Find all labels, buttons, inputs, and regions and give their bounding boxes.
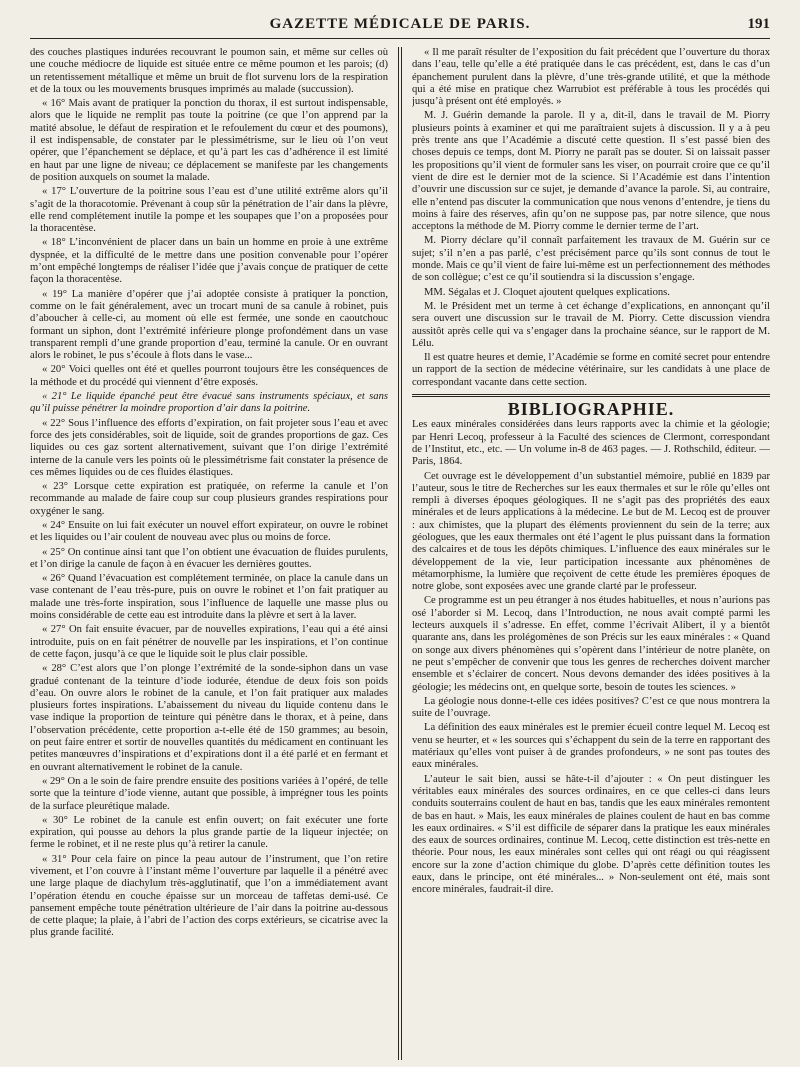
review-paragraph: Ce programme est un peu étranger à nos études habituelles, et nous n’aurions pas osé l’aborder si M. Lecoq, dans l’Introduction, ne nous avait compté parmi les lecteurs auxquels il s’adresse. En effet, comme l’écrivait Alibert, il y a bientôt quarante ans, dans les prolégomènes de son Précis sur les eaux minérales : « Quand on songe aux divers phénomènes qui s’opèrent dans l’intérieur de notre planète, on ne peut s’empêcher de convenir que tous les genres de recherches doivent marcher ensemble et s’éclairer de concert. Nous devons demander des idées positives à la géologie; les médecins ont, en quelque sorte, besoin de toutes les sciences. » <box>411 595 770 693</box>
article-paragraph: « 19° La manière d’opérer que j’ai adoptée consiste à pratiquer la ponction, comme on le fait généralement, avec un trocart muni de sa canule à robinet, puis d’aboucher à celle-ci, au moment où elle est fermée, une sonde en caoutchouc formant un siphon, dont l’extrémité inférieure plonge profondément dans un vase transparent rempli d’une grande proportion d’eau, terminé la canule. Or en ouvrant alors le robinet, le pus s’écoule à flots dans le vase... <box>30 288 389 362</box>
page-header <box>30 14 770 39</box>
review-paragraph: La définition des eaux minérales est le premier écueil contre lequel M. Lecoq est venu se heurter, et « les sources qui s’échappent du sein de la terre en rapportant des matériaux qu’elles vont puiser à de grandes profondeurs, » ne sont pas toutes des eaux minérales. <box>411 722 770 771</box>
bibliographie-heading: BIBLIOGRAPHIE. <box>507 399 675 420</box>
article-paragraph: « 24° Ensuite on lui fait exécuter un nouvel effort expirateur, on ouvre le robinet et les liquides ou l’air coulent de nouveau avec plus ou moins de force. <box>30 519 389 544</box>
session-paragraph: « Il me paraît résulter de l’exposition du fait précédent que l’ouverture du thorax dans l’eau, telle qu’elle a été pratiquée dans le cas précédent, est, dans le cas d’un épanchement purulent dans la plèvre, d’une très-grande utilité, et que la méthode qui a été mise en pratique chez Warrubiot est préférable à tous les procédés qui jusqu’à présent ont été employés. » <box>411 47 770 108</box>
article-paragraph: « 23° Lorsque cette expiration est pratiquée, on referme la canule et l’on recommande au malade de faire coup sur coup plusieurs grandes respirations pour oxygéner le sang. <box>30 481 389 517</box>
article-paragraph: « 27° On fait ensuite évacuer, par de nouvelles expirations, l’eau qui a été ainsi introduite, puis on en fait pénétrer de nouvelle par les inspirations, et l’on continue de cette façon, jusqu’à ce que le liquide soit le plus clair possible. <box>30 624 389 660</box>
article-paragraph: « 31° Pour cela faire on pince la peau autour de l’instrument, que l’on retire vivement, et l’on couvre à l’instant même l’ouverture par laquelle il a pénétré avec une large plaque de diachylum très-agglutinatif, que l’on a immédiatement avant l’opération étendu en couche épaisse sur un morceau de taffetas demi-usé. Ce pansement empêche toute pénétration ultérieure de l’air dans la poitrine au-dessous de cette plaque; la plaie, à l’abri de l’action des corps extérieurs, se cicatrise avec la plus grande facilité. <box>30 853 389 939</box>
page-number: 191 <box>747 16 770 32</box>
column-divider <box>398 47 402 1060</box>
session-paragraph: M. le Président met un terme à cet échange d’explications, en annonçant qu’il sera ouvert une discussion sur le travail de M. Piorry. Cette discussion viendra aussitôt après celle qui va s’engager dans la prochaine séance, sur le rapport de M. Lélu. <box>411 300 770 349</box>
session-paragraph: MM. Ségalas et J. Cloquet ajoutent quelques explications. <box>423 286 670 298</box>
article-paragraph: « 20° Voici quelles ont été et quelles pourront toujours être les conséquences de la méthode et du procédé qui viennent d’être exposés. <box>30 364 389 388</box>
session-paragraph: M. Piorry déclare qu’il connaît parfaitement les travaux de M. Guérin sur ce sujet; s’il n’en a pas parlé, c’est précisément parce qu’ils sont connus de tout le monde. Mais ce qu’il vient de faire lui-même est un perfectionnement des méthodes de son collègue; c’est ce qu’il soutiendra si la discussion s’engage. <box>411 235 770 284</box>
text-columns <box>30 47 770 1060</box>
review-paragraph: La géologie nous donne-t-elle ces idées positives? C’est ce que nous montrera la suite de l’ouvrage. <box>411 695 770 720</box>
academy-session-continuation <box>412 47 770 389</box>
review-paragraph: L’auteur le sait bien, aussi se hâte-t-il d’ajouter : « On peut distinguer les véritables eaux minérales des sources ordinaires, en ce que celles-ci dans leurs conduits souterrains coulent de haut en bas, tandis que les eaux minérales remontent de bas en haut. » Mais, les eaux minérales de plaines coulent de haut en bas comme les eaux ordinaires. « S’il est difficile de séparer dans la pratique les eaux minérales des eaux de sources ordinaires, continue M. Lecoq, cette distinction est très-nette en théorie. Pour nous, les eaux minérales sont celles qui ont réagi ou qui réagissent encore sur la zone d’action chimique du globe. D’après cette définition toutes les eaux, dans le principe, ont été minérales... » Non-seulement ont été, mais sont encore minérales, faudrait-il dire. <box>411 773 770 896</box>
section-separator <box>412 394 770 397</box>
article-paragraph: « 22° Sous l’influence des efforts d’expiration, on fait projeter sous l’eau et avec force des jets considérables, soit de liquide, soit de grandes proportions de gaz. Ces liquides ou ces gaz sortent alternativement, suivant que l’on dirige l’extrémité interne de la canule vers les points où le plessimétrisme fait constater la présence de ces mêmes liquides ou de ces fluides élastiques. <box>30 417 389 478</box>
article-paragraph: « 17° L’ouverture de la poitrine sous l’eau est d’une utilité extrême alors qu’il s’agit de la thoracotomie. Prévenant à coup sûr la pénétration de l’air dans la plèvre, elle rend complétement inutile la pompe et les soupapes que l’on a proposées pour la thoracentèse. <box>30 186 389 235</box>
session-paragraph: Il est quatre heures et demie, l’Académie se forme en comité secret pour entendre un rapport de la section de médecine vétérinaire, sur les candidats à une place de correspondant vacante dans cette section. <box>411 352 770 388</box>
article-paragraph: « 30° Le robinet de la canule est enfin ouvert; on fait exécuter une forte expiration, qui pousse au dehors la plus grande partie de la liqueur injectée; on ferme le robinet, et il ne reste plus qu’à retirer la canule. <box>30 814 389 851</box>
article-paragraph: « 25° On continue ainsi tant que l’on obtient une évacuation de fluides purulents, et l’on dirige la canule de façon à en évacuer les dernières gouttes. <box>30 546 389 570</box>
session-paragraph: M. J. Guérin demande la parole. Il y a, dit-il, dans le travail de M. Piorry plusieurs points à examiner et qui me paraîtraient sujets à discussion. Il y a à peu près trente ans que l’Académie a discuté cette question. Il s’est passé bien des choses depuis ce temps, dont M. Piorry ne paraît pas se douter. Si on laissait passer les propositions qu’il vient de formuler sans les viser, on pourrait croire que ce qu’il vient de dire est le dernier mot de la science. Si l’Académie est dans l’intention d’ouvrir une discussion sur ce sujet, je demande d’avance la parole. Si, au contraire, elle n’entend pas discuter la communication que nous venons d’entendre, je tiens du moins à faire des réserves, afin qu’on ne suppose pas, par notre silence, que nous acceptons la méthode de M. Piorry comme le dernier terme de l’art. <box>411 110 770 233</box>
book-reference: Les eaux minérales considérées dans leurs rapports avec la chimie et la géologie; par Henri Lecoq, professeur à la Faculté des sciences de Clermont, correspondant de l’Institut, etc., etc. — Un volume in-8 de 463 pages. — J. Rothschild, éditeur. — Paris, 1864. <box>411 419 770 468</box>
book-review-body <box>412 471 770 897</box>
left-column <box>30 47 388 1060</box>
article-paragraph: « 28° C’est alors que l’on plonge l’extrémité de la sonde-siphon dans un vase gradué contenant de la teinture d’iode iodurée, étendue de deux fois son poids d’eau. On ouvre alors le robinet de la canule, et l’on fait pratiquer aux malades plusieurs fortes inspirations. L’abaissement du niveau du liquide contenu dans le vase indique la proportion de teinture qui pénètre dans le thorax, et à peine, dans l’observation précédente, cette proportion a-t-elle été de 150 grammes; au besoin, on peut faire entrer et sortir de nouvelles quantités du médicament en continuant les petites manœuvres d’inspirations et d’expirations dont il a été parlé et en fermant et en ouvrant alternativement le robinet de la canule. <box>30 663 389 773</box>
journal-title: GAZETTE MÉDICALE DE PARIS. <box>269 16 531 32</box>
article-paragraph: « 29° On a le soin de faire prendre ensuite des positions variées à l’opéré, de telle sorte que la teinture d’iode vienne, autant que possible, à imprégner tous les points de la surface pleurétique malade. <box>30 775 389 812</box>
article-paragraph: « 21° Le liquide épanché peut être évacué sans instruments spéciaux, et sans qu’il puisse pénétrer la moindre proportion d’air dans la poitrine. <box>30 391 389 415</box>
article-paragraph: « 16° Mais avant de pratiquer la ponction du thorax, il est surtout indispensable, alors que le liquide ne remplit pas toute la poitrine (ce que l’on apprend par la matité absolue, le défaut de respiration et le refoulement du cœur et des poumons), il est indispensable, de constater par le plessimétrisme, sur le lieu où l’on veut opérer, que l’épanchement se déplace, et qu’à part les cas d’adhérence il est limité en haut par une ligne de niveau; ce déplacement se manifeste par les changements de position auxquels on soumet la malade. <box>30 98 389 183</box>
right-column <box>412 47 770 1060</box>
article-paragraph: « 18° L’inconvénient de placer dans un bain un homme en proie à une extrême dyspnée, et la difficulté de le mettre dans une position convenable pour l’opérer m’ont empêché longtemps de réaliser l’idée que j’avais conçue de pratiquer de cette façon la thoracentèse. <box>30 237 389 286</box>
article-paragraph: « 26° Quand l’évacuation est complétement terminée, on place la canule dans un vase contenant de l’eau très-pure, puis on ouvre le robinet et l’on fait pratiquer au malade une très-forte inspiration, sous l’influence de laquelle une masse plus ou moins considérable de cette eau est introduite dans la plèvre et sert à la laver. <box>30 573 389 622</box>
article-paragraph: des couches plastiques indurées recouvrant le poumon sain, et même sur celles où une couche médiocre de liquide est située entre ce même poumon et les parois; (d) un retentissement métallique et même un bruit de flot survenu lors de la respiration et de la toux ou les mouvements brusques imprimés au malade (succussion). <box>30 47 389 95</box>
review-paragraph: Cet ouvrage est le développement d’un substantiel mémoire, publié en 1839 par l’auteur, sous le titre de Recherches sur les eaux thermales et sur le rôle qu’elles ont rempli à diverses époques géologiques. Il ne s’agit pas des propriétés des eaux minérales et de leurs applications à la médecine. Le but de M. Lecoq est de prouver : aux chimistes, que la plupart des éléments proviennent du sein de la terre; aux géologues, que les eaux thermales ont été l’agent le plus puissant dans la formation des calcaires et de tous les dépôts chimiques. L’influence des eaux minérales sur le développement de la vie, leur participation incessante aux phénomènes de métamorphisme, la lumière que reçoivent de cette étude les premières époques de notre globe, sont exposées avec une grande clarté par le professeur. <box>411 470 770 593</box>
